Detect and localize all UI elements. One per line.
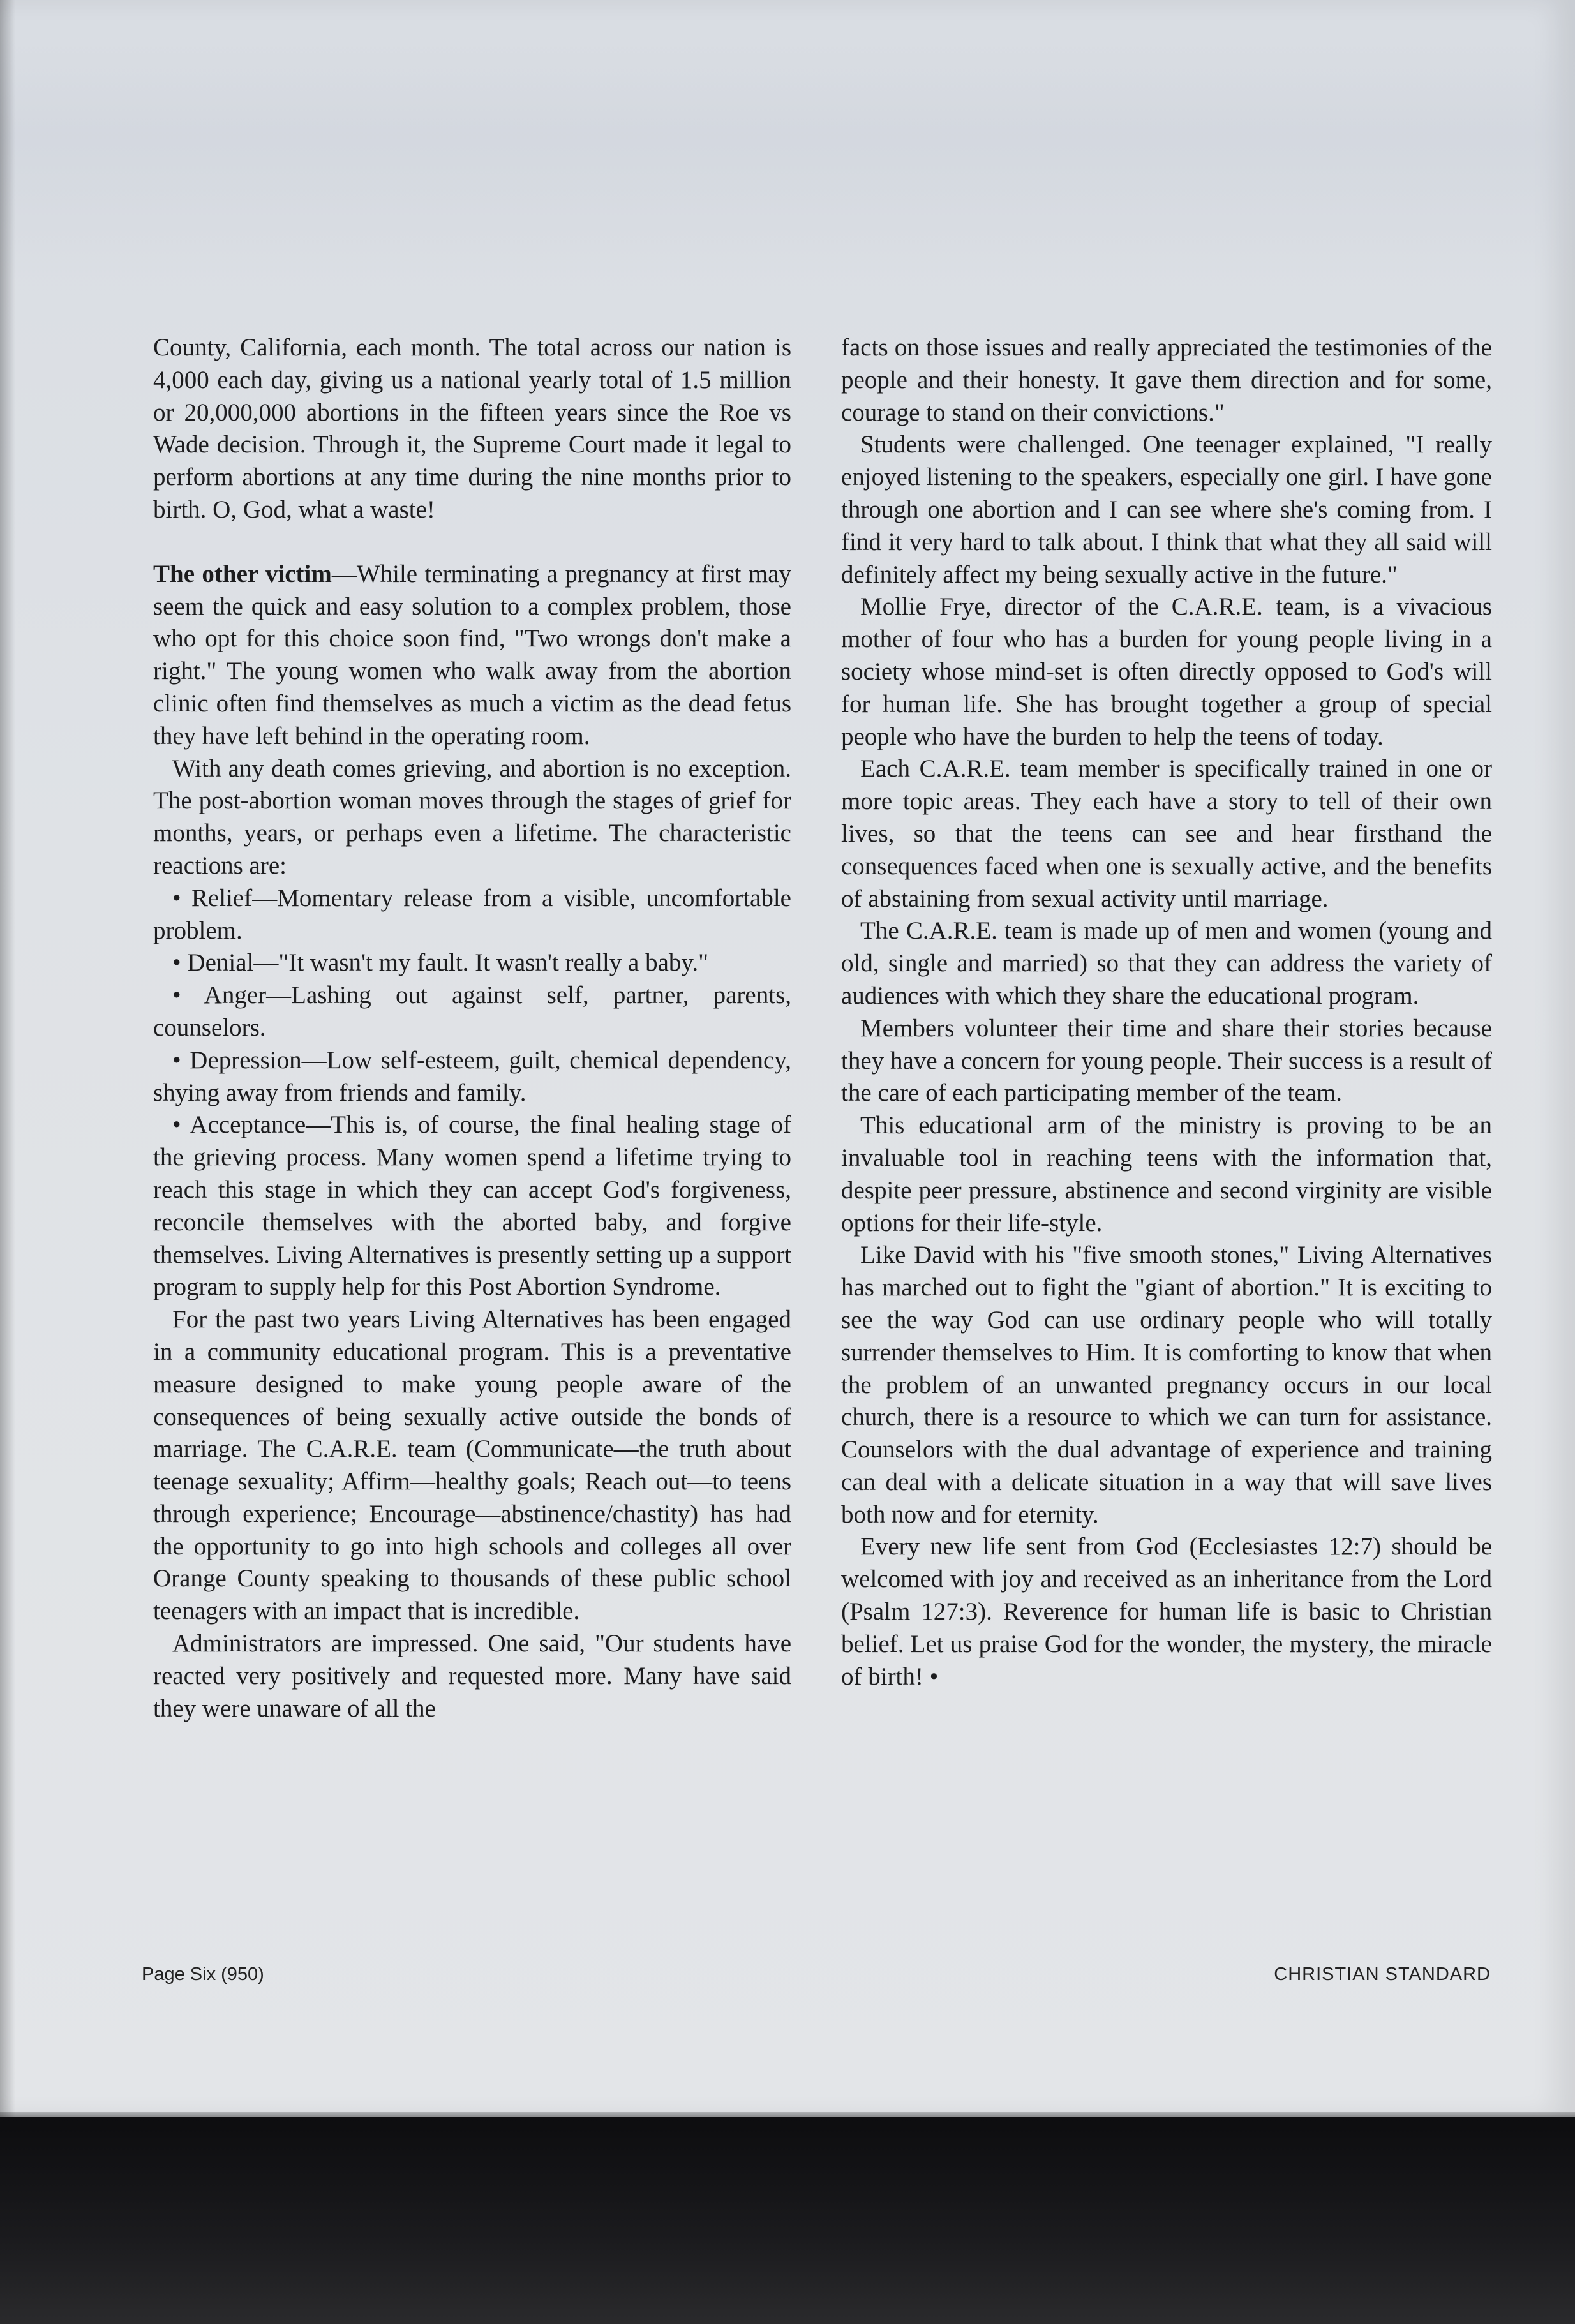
right-paragraph-9: Every new life sent from God (Ecclesiastes 12:7) should be welcomed with joy and received as an inheritance from the Lord (Psalm 127:3). Reverence for human life is basic to Christian belief. Let us praise God for the wonder, the mystery, the miracle of birth! • <box>841 1533 1492 1690</box>
left-paragraph-1: County, California, each month. The total across our nation is 4,000 each day, giving us a national yearly total of 1.5 million or 20,000,000 abortions in the fifteen years since the Roe vs Wade decision. Through it, the Supreme Court made it legal to perform abortions at any time during the nine months prior to birth. O, God, what a waste! <box>153 334 791 523</box>
right-paragraph-8: Like David with his "five smooth stones," Living Alternatives has marched out to fight the "giant of abortion." It is exciting to see the way God can use ordinary people who will totally surrender themselves to Him. It is comforting to know that when the problem of an unwanted pregnancy occurs in our local church, there is a resource to which we can turn for assistance. Counselors with the dual advantage of experience and training can deal with a delicate situation in a way that will save lives both now and for eternity. <box>841 1241 1492 1528</box>
right-paragraph-5: The C.A.R.E. team is made up of men and women (young and old, single and married) so that they can address the variety of audiences with which they share the educational program. <box>841 917 1492 1009</box>
publication-name-footer: CHRISTIAN STANDARD <box>1274 1964 1491 1985</box>
bullet-anger: • Anger—Lashing out against self, partner, parents, counselors. <box>153 981 791 1041</box>
left-paragraph-2 <box>153 558 791 753</box>
right-paragraph-6: Members volunteer their time and share their stories because they have a concern for young people. Their success is a result of the care of each participating member of the team. <box>841 1014 1492 1107</box>
bullet-relief: • Relief—Momentary release from a visible, uncomfortable problem. <box>153 884 791 944</box>
right-paragraph-3: Mollie Frye, director of the C.A.R.E. team, is a vivacious mother of four who has a burden for young people living in a society whose mind-set is often directly opposed to God's will for human life. She has brought together a group of special people who have the burden to help the teens of today. <box>841 593 1492 750</box>
left-paragraph-3: With any death comes grieving, and abortion is no exception. The post-abortion woman moves through the stages of grief for months, years, or perhaps even a lifetime. The characteristic reactions are: <box>153 754 791 879</box>
page-edge-shadow <box>0 0 15 2117</box>
background-surface <box>0 2117 1575 2324</box>
bullet-depression: • Depression—Low self-esteem, guilt, chemical dependency, shying away from friends and family. <box>153 1046 791 1106</box>
section-heading-other-victim: The other victim <box>153 560 332 588</box>
header-bleed-through <box>0 38 1575 281</box>
page-number-footer: Page Six (950) <box>142 1964 264 1985</box>
left-paragraph-4: For the past two years Living Alternatives has been engaged in a community educational program. This is a preventative measure designed to make young people aware of the consequences of being sexually active outside the bonds of marriage. The C.A.R.E. team (Communicate—the truth about teenage sexuality; Affirm—healthy goals; Reach out—to teens through experience; Encourage—abstinence/chastity) has had the opportunity to go into high schools and colleges all over Orange County speaking to thousands of these public school teenagers with an impact that is incredible. <box>153 1306 791 1625</box>
left-column <box>153 332 791 1725</box>
right-paragraph-2: Students were challenged. One teenager explained, "I really enjoyed listening to the speakers, especially one girl. I have gone through one abortion and I can see where she's coming from. I find it very hard to talk about. I think that what they all said will definitely affect my being sexually active in the future." <box>841 431 1492 588</box>
right-paragraph-4: Each C.A.R.E. team member is specifically trained in one or more topic areas. They each have a story to tell of their own lives, so that the teens can see and hear firsthand the consequences faced when one is sexually active, and the benefits of abstaining from sexual activity until marriage. <box>841 755 1492 912</box>
right-paragraph-7: This educational arm of the ministry is proving to be an invaluable tool in reaching teens with the information that, despite peer pressure, abstinence and second virginity are visible options for their life-style. <box>841 1112 1492 1237</box>
right-paragraph-1: facts on those issues and really appreciated the testimonies of the people and their honesty. It gave them direction and for some, courage to stand on their convictions." <box>841 334 1492 426</box>
left-paragraph-5: Administrators are impressed. One said, "Our students have reacted very positively and requested more. Many have said they were unaware of all the <box>153 1630 791 1722</box>
right-column <box>841 332 1492 1693</box>
bullet-denial: • Denial—"It wasn't my fault. It wasn't really a baby." <box>172 949 709 977</box>
section-body-other-victim: —While terminating a pregnancy at first may seem the quick and easy solution to a complex problem, those who opt for this choice soon find, "Two wrongs don't make a right." The young women who walk away from the abortion clinic often find themselves as much a victim as the dead fetus they have left behind in the operating room. <box>153 560 792 750</box>
bullet-acceptance: • Acceptance—This is, of course, the final healing stage of the grieving process. Many women spend a lifetime trying to reach this stage in which they can accept God's forgiveness, reconcile themselves with the aborted baby, and forgive themselves. Living Alternatives is presently setting up a support program to supply help for this Post Abortion Syndrome. <box>153 1111 791 1301</box>
